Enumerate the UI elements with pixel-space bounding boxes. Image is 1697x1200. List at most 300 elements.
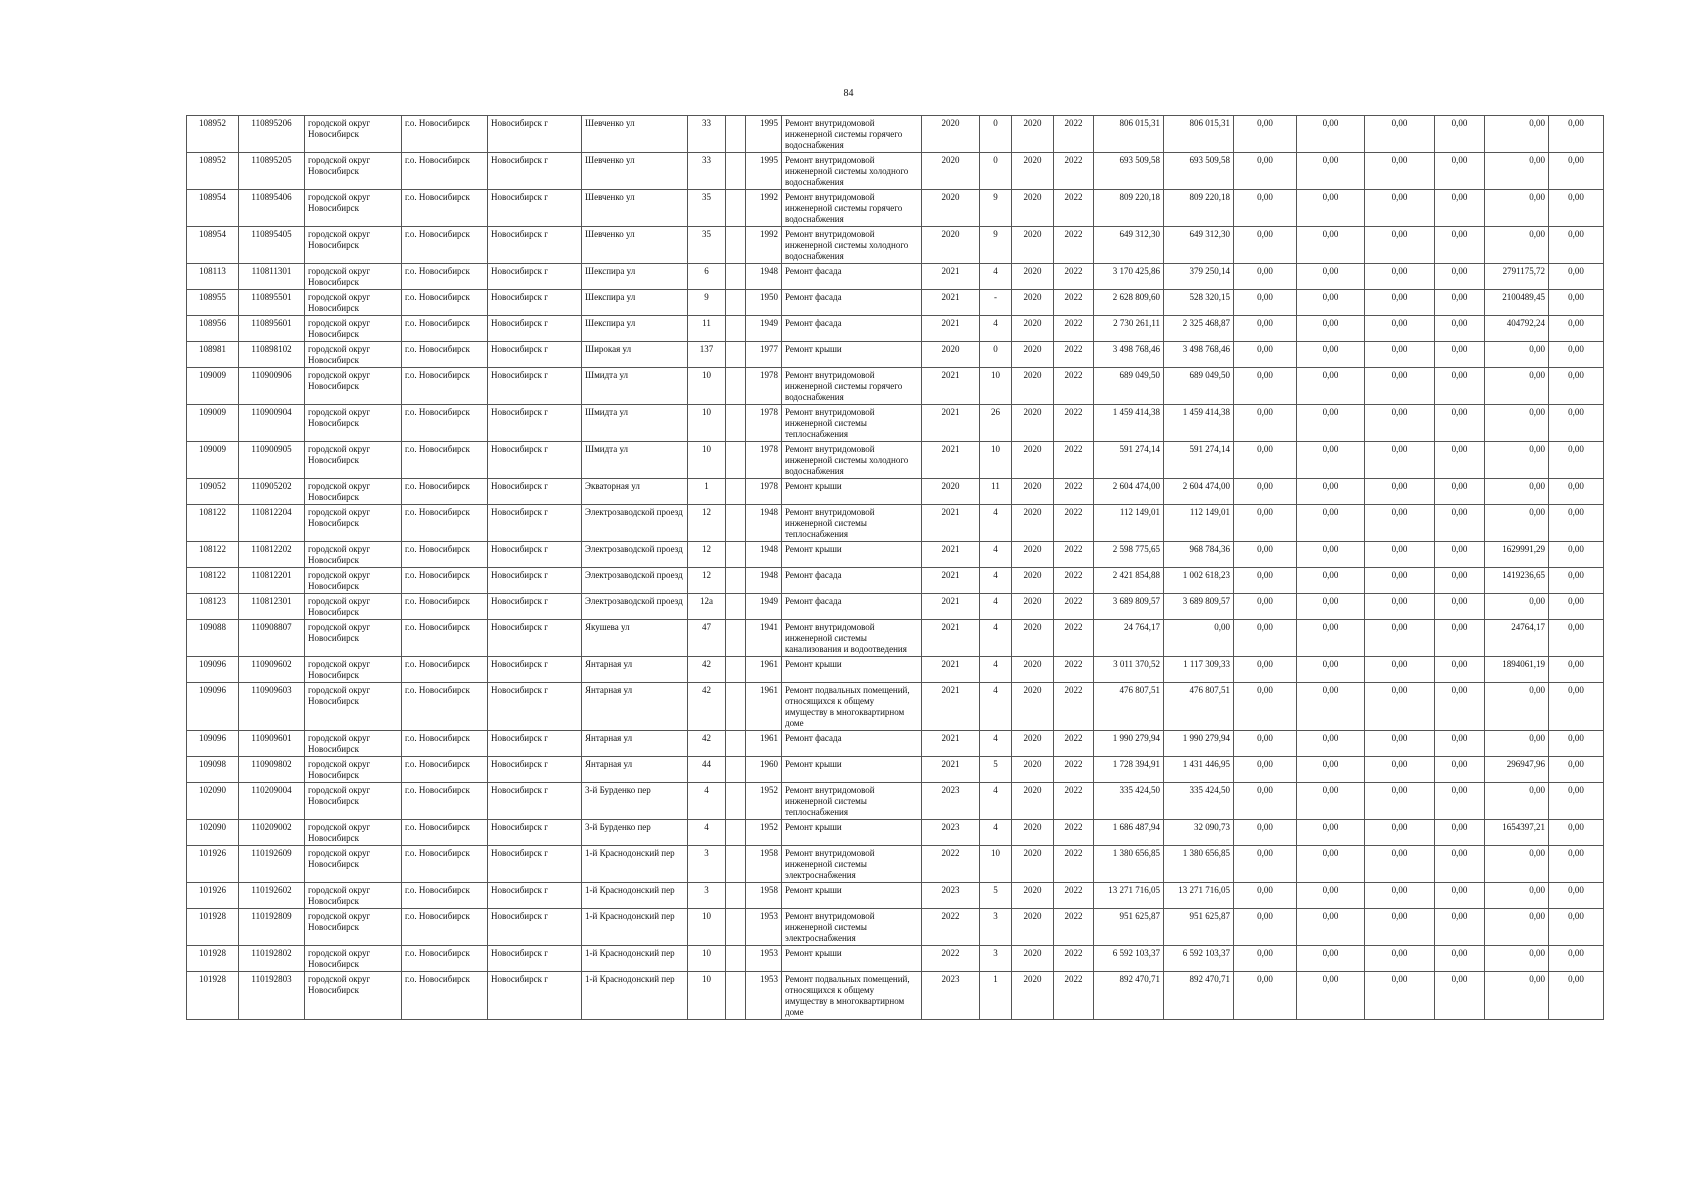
cell-owner-funds: 0,00 [1485, 783, 1549, 820]
cell-plan-year: 2020 [922, 479, 980, 505]
cell-regional-funds: 0,00 [1297, 116, 1365, 153]
cell-regional-funds: 0,00 [1297, 657, 1365, 683]
cell-house-number: 11 [688, 316, 726, 342]
cell-federal-funds: 0,00 [1234, 505, 1297, 542]
cell-other-sources: 0,00 [1549, 153, 1604, 190]
cell-federal-funds: 0,00 [1234, 783, 1297, 820]
cell-owner-funds: 1654397,21 [1485, 820, 1549, 846]
cell-wear: 4 [980, 316, 1012, 342]
cell-total-cost: 112 149,01 [1094, 505, 1164, 542]
cell-local-funds: 0,00 [1365, 479, 1435, 505]
cell-start-year: 2020 [1012, 657, 1054, 683]
cell-fund-amount: 0,00 [1164, 620, 1234, 657]
cell-city: Новосибирск г [488, 568, 582, 594]
cell-municipality: городской округ Новосибирск [305, 568, 402, 594]
cell-municipal-short: г.о. Новосибирск [402, 657, 488, 683]
cell-regional-funds: 0,00 [1297, 568, 1365, 594]
cell-end-year: 2022 [1054, 620, 1094, 657]
cell-municipal-short: г.о. Новосибирск [402, 820, 488, 846]
cell-plan-year: 2022 [922, 946, 980, 972]
cell-end-year: 2022 [1054, 542, 1094, 568]
cell-work-id: 110192802 [239, 946, 305, 972]
cell-municipality: городской округ Новосибирск [305, 657, 402, 683]
cell-other-sources: 0,00 [1549, 820, 1604, 846]
cell-house-number: 10 [688, 442, 726, 479]
cell-other-funds: 0,00 [1435, 909, 1485, 946]
cell-year-built: 1941 [746, 620, 782, 657]
cell-total-cost: 1 686 487,94 [1094, 820, 1164, 846]
cell-end-year: 2022 [1054, 820, 1094, 846]
cell-city: Новосибирск г [488, 368, 582, 405]
cell-municipality: городской округ Новосибирск [305, 846, 402, 883]
cell-regional-funds: 0,00 [1297, 783, 1365, 820]
cell-house-id: 108981 [187, 342, 239, 368]
cell-owner-funds: 0,00 [1485, 153, 1549, 190]
cell-municipal-short: г.о. Новосибирск [402, 883, 488, 909]
cell-fund-amount: 379 250,14 [1164, 264, 1234, 290]
cell-end-year: 2022 [1054, 972, 1094, 1020]
repair-registry-table [186, 115, 1604, 1020]
cell-fund-amount: 649 312,30 [1164, 227, 1234, 264]
cell-owner-funds: 296947,96 [1485, 757, 1549, 783]
cell-year-built: 1948 [746, 542, 782, 568]
cell-year-built: 1949 [746, 316, 782, 342]
cell-work-id: 110908807 [239, 620, 305, 657]
cell-local-funds: 0,00 [1365, 290, 1435, 316]
cell-street: Электрозаводской проезд [582, 594, 688, 620]
cell-house-id: 109052 [187, 479, 239, 505]
cell-work-id: 110895601 [239, 316, 305, 342]
cell-owner-funds: 0,00 [1485, 342, 1549, 368]
cell-house-id: 109096 [187, 683, 239, 731]
cell-street: 1-й Краснодонский пер [582, 972, 688, 1020]
cell-municipal-short: г.о. Новосибирск [402, 620, 488, 657]
cell-house-letter [726, 290, 746, 316]
cell-plan-year: 2021 [922, 505, 980, 542]
cell-work-id: 110895405 [239, 227, 305, 264]
cell-work-id: 110900904 [239, 405, 305, 442]
cell-regional-funds: 0,00 [1297, 909, 1365, 946]
cell-municipal-short: г.о. Новосибирск [402, 946, 488, 972]
cell-other-sources: 0,00 [1549, 846, 1604, 883]
cell-owner-funds: 0,00 [1485, 405, 1549, 442]
cell-work-id: 110895501 [239, 290, 305, 316]
cell-local-funds: 0,00 [1365, 116, 1435, 153]
cell-wear: 4 [980, 568, 1012, 594]
cell-work-id: 110909802 [239, 757, 305, 783]
cell-city: Новосибирск г [488, 116, 582, 153]
cell-owner-funds: 0,00 [1485, 505, 1549, 542]
cell-federal-funds: 0,00 [1234, 290, 1297, 316]
cell-plan-year: 2020 [922, 342, 980, 368]
cell-fund-amount: 951 625,87 [1164, 909, 1234, 946]
cell-house-number: 4 [688, 783, 726, 820]
cell-total-cost: 3 689 809,57 [1094, 594, 1164, 620]
cell-regional-funds: 0,00 [1297, 405, 1365, 442]
cell-local-funds: 0,00 [1365, 442, 1435, 479]
cell-city: Новосибирск г [488, 594, 582, 620]
cell-wear: 3 [980, 909, 1012, 946]
cell-work-id: 110811301 [239, 264, 305, 290]
cell-federal-funds: 0,00 [1234, 657, 1297, 683]
cell-federal-funds: 0,00 [1234, 846, 1297, 883]
cell-city: Новосибирск г [488, 190, 582, 227]
cell-house-number: 47 [688, 620, 726, 657]
cell-year-built: 1961 [746, 731, 782, 757]
cell-municipality: городской округ Новосибирск [305, 972, 402, 1020]
cell-plan-year: 2023 [922, 972, 980, 1020]
cell-end-year: 2022 [1054, 946, 1094, 972]
table-row [187, 657, 1604, 683]
cell-city: Новосибирск г [488, 227, 582, 264]
cell-city: Новосибирск г [488, 542, 582, 568]
cell-municipality: городской округ Новосибирск [305, 505, 402, 542]
cell-house-letter [726, 227, 746, 264]
cell-city: Новосибирск г [488, 972, 582, 1020]
cell-plan-year: 2023 [922, 783, 980, 820]
cell-municipality: городской округ Новосибирск [305, 731, 402, 757]
cell-municipality: городской округ Новосибирск [305, 783, 402, 820]
cell-other-sources: 0,00 [1549, 542, 1604, 568]
cell-municipal-short: г.о. Новосибирск [402, 783, 488, 820]
cell-municipal-short: г.о. Новосибирск [402, 731, 488, 757]
cell-other-sources: 0,00 [1549, 442, 1604, 479]
cell-house-id: 109098 [187, 757, 239, 783]
cell-owner-funds: 0,00 [1485, 190, 1549, 227]
cell-wear: 4 [980, 731, 1012, 757]
cell-start-year: 2020 [1012, 783, 1054, 820]
cell-municipality: городской округ Новосибирск [305, 883, 402, 909]
cell-house-id: 108956 [187, 316, 239, 342]
cell-end-year: 2022 [1054, 190, 1094, 227]
cell-house-letter [726, 820, 746, 846]
cell-city: Новосибирск г [488, 846, 582, 883]
cell-wear: 10 [980, 442, 1012, 479]
cell-total-cost: 3 170 425,86 [1094, 264, 1164, 290]
cell-owner-funds: 0,00 [1485, 972, 1549, 1020]
cell-owner-funds: 0,00 [1485, 227, 1549, 264]
cell-local-funds: 0,00 [1365, 657, 1435, 683]
cell-year-built: 1950 [746, 290, 782, 316]
cell-house-id: 108123 [187, 594, 239, 620]
cell-start-year: 2020 [1012, 505, 1054, 542]
cell-local-funds: 0,00 [1365, 731, 1435, 757]
cell-house-number: 44 [688, 757, 726, 783]
cell-plan-year: 2021 [922, 290, 980, 316]
table-row [187, 757, 1604, 783]
cell-municipal-short: г.о. Новосибирск [402, 442, 488, 479]
cell-regional-funds: 0,00 [1297, 316, 1365, 342]
cell-municipal-short: г.о. Новосибирск [402, 505, 488, 542]
cell-wear: 4 [980, 620, 1012, 657]
cell-house-number: 12а [688, 594, 726, 620]
cell-city: Новосибирск г [488, 820, 582, 846]
cell-end-year: 2022 [1054, 290, 1094, 316]
cell-fund-amount: 32 090,73 [1164, 820, 1234, 846]
cell-work-id: 110209004 [239, 783, 305, 820]
cell-year-built: 1978 [746, 442, 782, 479]
cell-city: Новосибирск г [488, 264, 582, 290]
cell-total-cost: 591 274,14 [1094, 442, 1164, 479]
cell-house-id: 108122 [187, 505, 239, 542]
table-row [187, 290, 1604, 316]
cell-year-built: 1948 [746, 568, 782, 594]
cell-end-year: 2022 [1054, 316, 1094, 342]
cell-house-letter [726, 757, 746, 783]
cell-local-funds: 0,00 [1365, 783, 1435, 820]
cell-street: Шмидта ул [582, 405, 688, 442]
cell-street: 1-й Краснодонский пер [582, 883, 688, 909]
cell-federal-funds: 0,00 [1234, 116, 1297, 153]
cell-end-year: 2022 [1054, 368, 1094, 405]
cell-owner-funds: 0,00 [1485, 479, 1549, 505]
cell-total-cost: 1 459 414,38 [1094, 405, 1164, 442]
cell-work-type: Ремонт подвальных помещений, относящихся к общему имуществу в многоквартирном доме [782, 683, 922, 731]
cell-municipal-short: г.о. Новосибирск [402, 909, 488, 946]
cell-fund-amount: 1 459 414,38 [1164, 405, 1234, 442]
cell-municipality: городской округ Новосибирск [305, 116, 402, 153]
cell-plan-year: 2020 [922, 227, 980, 264]
cell-other-funds: 0,00 [1435, 972, 1485, 1020]
cell-house-id: 108954 [187, 227, 239, 264]
cell-other-funds: 0,00 [1435, 342, 1485, 368]
cell-plan-year: 2021 [922, 542, 980, 568]
cell-start-year: 2020 [1012, 479, 1054, 505]
cell-end-year: 2022 [1054, 264, 1094, 290]
cell-plan-year: 2023 [922, 820, 980, 846]
cell-work-id: 110895205 [239, 153, 305, 190]
cell-house-number: 10 [688, 368, 726, 405]
cell-house-number: 10 [688, 972, 726, 1020]
cell-regional-funds: 0,00 [1297, 731, 1365, 757]
cell-street: Шевченко ул [582, 227, 688, 264]
cell-city: Новосибирск г [488, 731, 582, 757]
cell-work-type: Ремонт внутридомовой инженерной системы канализования и водоотведения [782, 620, 922, 657]
cell-plan-year: 2021 [922, 657, 980, 683]
cell-other-funds: 0,00 [1435, 227, 1485, 264]
cell-municipality: городской округ Новосибирск [305, 405, 402, 442]
cell-local-funds: 0,00 [1365, 972, 1435, 1020]
cell-start-year: 2020 [1012, 594, 1054, 620]
cell-wear: 4 [980, 657, 1012, 683]
table-row [187, 846, 1604, 883]
table-row [187, 909, 1604, 946]
cell-plan-year: 2021 [922, 442, 980, 479]
cell-total-cost: 2 604 474,00 [1094, 479, 1164, 505]
cell-federal-funds: 0,00 [1234, 731, 1297, 757]
cell-street: 3-й Бурденко пер [582, 820, 688, 846]
cell-plan-year: 2022 [922, 846, 980, 883]
cell-work-type: Ремонт крыши [782, 757, 922, 783]
cell-fund-amount: 13 271 716,05 [1164, 883, 1234, 909]
cell-federal-funds: 0,00 [1234, 542, 1297, 568]
cell-regional-funds: 0,00 [1297, 946, 1365, 972]
cell-end-year: 2022 [1054, 442, 1094, 479]
cell-end-year: 2022 [1054, 757, 1094, 783]
cell-federal-funds: 0,00 [1234, 883, 1297, 909]
cell-fund-amount: 968 784,36 [1164, 542, 1234, 568]
cell-fund-amount: 3 689 809,57 [1164, 594, 1234, 620]
cell-wear: 1 [980, 972, 1012, 1020]
cell-end-year: 2022 [1054, 883, 1094, 909]
cell-work-id: 110909603 [239, 683, 305, 731]
cell-street: 1-й Краснодонский пер [582, 846, 688, 883]
cell-work-type: Ремонт внутридомовой инженерной системы горячего водоснабжения [782, 116, 922, 153]
cell-house-number: 42 [688, 657, 726, 683]
cell-work-id: 110898102 [239, 342, 305, 368]
cell-fund-amount: 2 604 474,00 [1164, 479, 1234, 505]
cell-work-id: 110895406 [239, 190, 305, 227]
cell-year-built: 1995 [746, 116, 782, 153]
cell-federal-funds: 0,00 [1234, 153, 1297, 190]
cell-house-number: 137 [688, 342, 726, 368]
table-row [187, 342, 1604, 368]
cell-plan-year: 2021 [922, 594, 980, 620]
cell-house-id: 102090 [187, 820, 239, 846]
cell-street: Шмидта ул [582, 442, 688, 479]
cell-city: Новосибирск г [488, 783, 582, 820]
cell-work-type: Ремонт внутридомовой инженерной системы теплоснабжения [782, 405, 922, 442]
cell-other-funds: 0,00 [1435, 946, 1485, 972]
cell-start-year: 2020 [1012, 227, 1054, 264]
cell-other-sources: 0,00 [1549, 783, 1604, 820]
cell-start-year: 2020 [1012, 342, 1054, 368]
cell-wear: 4 [980, 594, 1012, 620]
cell-house-number: 42 [688, 731, 726, 757]
cell-work-id: 110909601 [239, 731, 305, 757]
cell-city: Новосибирск г [488, 153, 582, 190]
table-row [187, 731, 1604, 757]
cell-house-letter [726, 946, 746, 972]
cell-fund-amount: 809 220,18 [1164, 190, 1234, 227]
cell-house-number: 10 [688, 909, 726, 946]
cell-federal-funds: 0,00 [1234, 368, 1297, 405]
cell-local-funds: 0,00 [1365, 342, 1435, 368]
cell-municipality: городской округ Новосибирск [305, 290, 402, 316]
cell-fund-amount: 476 807,51 [1164, 683, 1234, 731]
cell-local-funds: 0,00 [1365, 153, 1435, 190]
cell-house-number: 10 [688, 405, 726, 442]
cell-house-letter [726, 264, 746, 290]
cell-fund-amount: 2 325 468,87 [1164, 316, 1234, 342]
cell-federal-funds: 0,00 [1234, 568, 1297, 594]
cell-city: Новосибирск г [488, 505, 582, 542]
cell-house-number: 35 [688, 190, 726, 227]
cell-house-id: 102090 [187, 783, 239, 820]
cell-wear: 5 [980, 883, 1012, 909]
cell-owner-funds: 1629991,29 [1485, 542, 1549, 568]
cell-street: Экваторная ул [582, 479, 688, 505]
cell-total-cost: 649 312,30 [1094, 227, 1164, 264]
cell-wear: 10 [980, 368, 1012, 405]
cell-other-sources: 0,00 [1549, 505, 1604, 542]
cell-street: Шекспира ул [582, 264, 688, 290]
cell-wear: 4 [980, 683, 1012, 731]
cell-street: Шекспира ул [582, 290, 688, 316]
cell-local-funds: 0,00 [1365, 820, 1435, 846]
cell-federal-funds: 0,00 [1234, 683, 1297, 731]
cell-federal-funds: 0,00 [1234, 405, 1297, 442]
cell-work-type: Ремонт внутридомовой инженерной системы горячего водоснабжения [782, 368, 922, 405]
cell-regional-funds: 0,00 [1297, 190, 1365, 227]
table-row [187, 542, 1604, 568]
cell-plan-year: 2023 [922, 883, 980, 909]
cell-federal-funds: 0,00 [1234, 594, 1297, 620]
cell-municipal-short: г.о. Новосибирск [402, 264, 488, 290]
cell-house-letter [726, 505, 746, 542]
cell-other-funds: 0,00 [1435, 479, 1485, 505]
cell-house-letter [726, 846, 746, 883]
cell-other-sources: 0,00 [1549, 316, 1604, 342]
cell-total-cost: 2 730 261,11 [1094, 316, 1164, 342]
cell-other-funds: 0,00 [1435, 153, 1485, 190]
cell-house-letter [726, 972, 746, 1020]
cell-other-sources: 0,00 [1549, 620, 1604, 657]
cell-owner-funds: 0,00 [1485, 883, 1549, 909]
cell-regional-funds: 0,00 [1297, 505, 1365, 542]
cell-work-type: Ремонт крыши [782, 542, 922, 568]
cell-total-cost: 951 625,87 [1094, 909, 1164, 946]
cell-owner-funds: 0,00 [1485, 683, 1549, 731]
cell-house-number: 35 [688, 227, 726, 264]
cell-year-built: 1995 [746, 153, 782, 190]
table-row [187, 568, 1604, 594]
cell-other-sources: 0,00 [1549, 116, 1604, 153]
cell-house-number: 42 [688, 683, 726, 731]
cell-plan-year: 2021 [922, 620, 980, 657]
table-row [187, 190, 1604, 227]
cell-street: Янтарная ул [582, 683, 688, 731]
cell-municipal-short: г.о. Новосибирск [402, 568, 488, 594]
cell-house-id: 109009 [187, 368, 239, 405]
cell-house-number: 6 [688, 264, 726, 290]
cell-house-letter [726, 731, 746, 757]
cell-work-id: 110192602 [239, 883, 305, 909]
cell-federal-funds: 0,00 [1234, 227, 1297, 264]
cell-house-letter [726, 405, 746, 442]
cell-start-year: 2020 [1012, 972, 1054, 1020]
cell-owner-funds: 1894061,19 [1485, 657, 1549, 683]
cell-other-sources: 0,00 [1549, 568, 1604, 594]
cell-house-id: 108122 [187, 568, 239, 594]
cell-house-id: 109009 [187, 405, 239, 442]
cell-owner-funds: 24764,17 [1485, 620, 1549, 657]
cell-end-year: 2022 [1054, 731, 1094, 757]
cell-total-cost: 6 592 103,37 [1094, 946, 1164, 972]
cell-wear: 10 [980, 846, 1012, 883]
cell-federal-funds: 0,00 [1234, 620, 1297, 657]
cell-year-built: 1978 [746, 479, 782, 505]
cell-local-funds: 0,00 [1365, 594, 1435, 620]
cell-house-id: 109009 [187, 442, 239, 479]
cell-other-funds: 0,00 [1435, 264, 1485, 290]
cell-work-type: Ремонт крыши [782, 946, 922, 972]
cell-house-id: 101926 [187, 846, 239, 883]
cell-municipality: городской округ Новосибирск [305, 542, 402, 568]
cell-local-funds: 0,00 [1365, 316, 1435, 342]
cell-owner-funds: 0,00 [1485, 909, 1549, 946]
cell-work-id: 110900905 [239, 442, 305, 479]
cell-plan-year: 2021 [922, 757, 980, 783]
cell-fund-amount: 1 990 279,94 [1164, 731, 1234, 757]
cell-municipality: городской округ Новосибирск [305, 190, 402, 227]
cell-federal-funds: 0,00 [1234, 909, 1297, 946]
cell-house-letter [726, 190, 746, 227]
cell-end-year: 2022 [1054, 405, 1094, 442]
table-row [187, 946, 1604, 972]
cell-owner-funds: 2100489,45 [1485, 290, 1549, 316]
cell-other-sources: 0,00 [1549, 657, 1604, 683]
